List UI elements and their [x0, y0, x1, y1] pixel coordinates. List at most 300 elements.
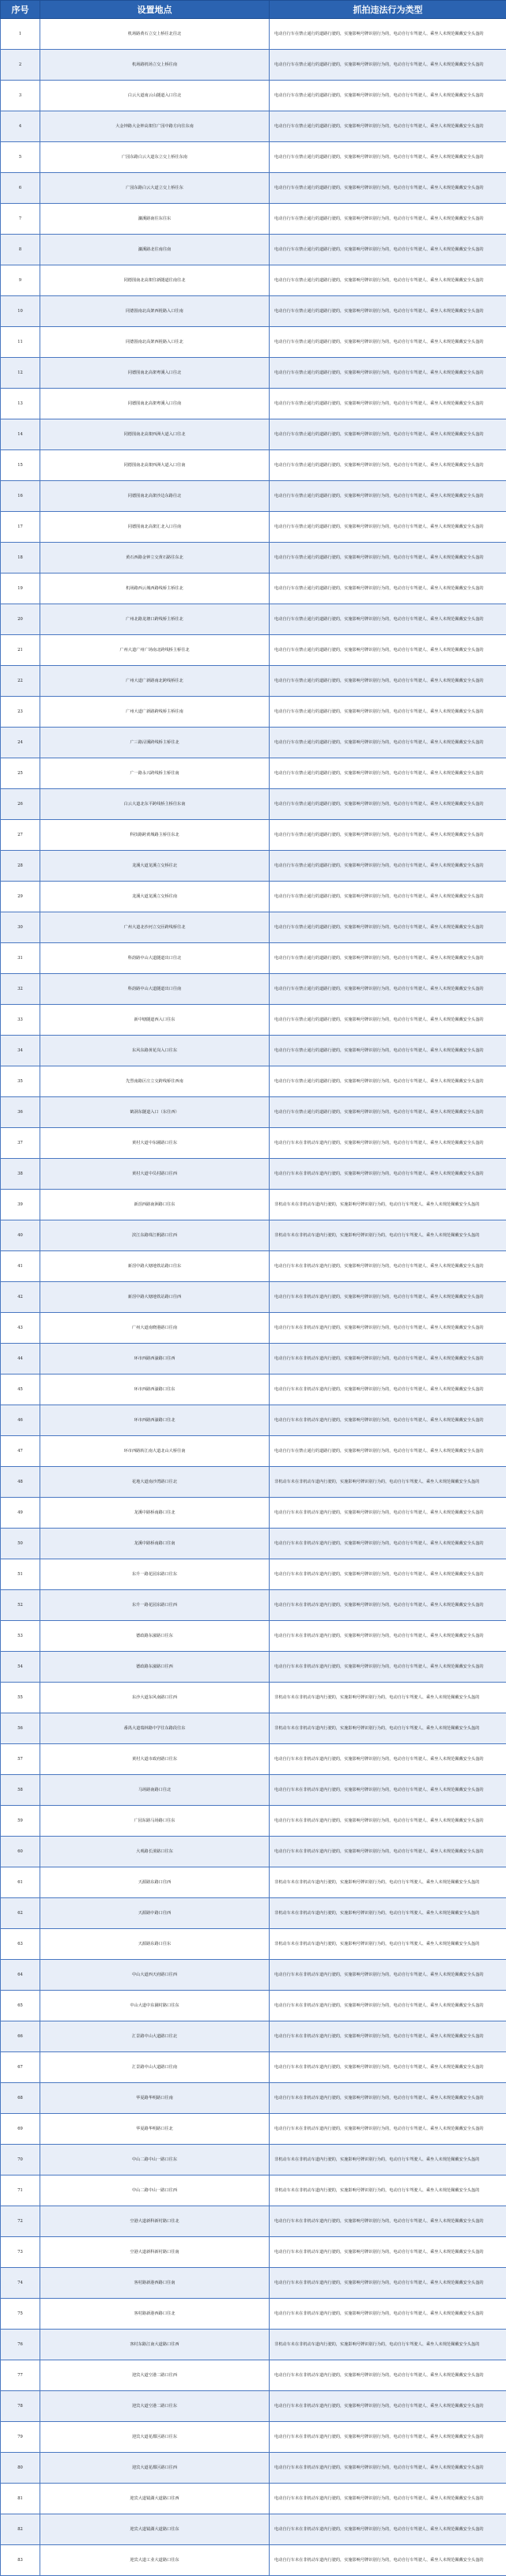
row-location: 龙溪大道龙溪立交桥往南 [40, 882, 270, 912]
row-number: 11 [1, 327, 40, 358]
row-violation-type: 电动自行车在禁止通行的道路行驶的，实施影响号牌识别行为的，电动自行车驾驶人、乘坐人未规范佩戴安全头盔的 [270, 1066, 506, 1097]
row-location: 机场路西云城西路线桥主桥往北 [40, 573, 270, 604]
row-location: 科韵路中山大道隧道出口往北 [40, 943, 270, 974]
row-number: 35 [1, 1066, 40, 1097]
row-violation-type: 电动自行车在禁止通行的道路行驶的，实施影响号牌识别行为的，电动自行车驾驶人、乘坐人未规范佩戴安全头盔的 [270, 543, 506, 573]
row-location: 天源路东路口往西 [40, 1867, 270, 1898]
row-number: 10 [1, 296, 40, 327]
row-violation-type: 电动自行车在禁止通行的道路行驶的，实施影响号牌识别行为的，电动自行车驾驶人、乘坐人未规范佩戴安全头盔的 [270, 882, 506, 912]
row-number: 17 [1, 512, 40, 543]
row-number: 6 [1, 173, 40, 204]
row-number: 58 [1, 1775, 40, 1806]
row-number: 34 [1, 1036, 40, 1066]
row-location: 广州大道北沙河立交匝跨线桥往北 [40, 912, 270, 943]
row-number: 36 [1, 1097, 40, 1128]
row-location: 黄村大道市政府路口往东 [40, 1744, 270, 1775]
row-location: 大金钟路大金钟高架往广园中路方向往东南 [40, 111, 270, 142]
table-row [1, 1282, 506, 1313]
row-number: 56 [1, 1713, 40, 1744]
row-violation-type: 电动自行车在禁止通行的道路行驶的，实施影响号牌识别行为的，电动自行车驾驶人、乘坐人未规范佩戴安全头盔的 [270, 1436, 506, 1467]
row-location: 马场路南路口往北 [40, 1775, 270, 1806]
row-location: 华夏路华明路口往南 [40, 2083, 270, 2114]
row-violation-type: 电动自行车未在非机动车道内行驶的，实施影响号牌识别行为的，电动自行车驾驶人、乘坐人未规范佩戴安全头盔的 [270, 1806, 506, 1837]
row-number: 69 [1, 2114, 40, 2145]
table-header-row [1, 1, 506, 19]
table-row [1, 81, 506, 111]
row-violation-type: 电动自行车未在非机动车道内行驶的，实施影响号牌识别行为的，电动自行车驾驶人、乘坐人未规范佩戴安全头盔的 [270, 1159, 506, 1190]
row-violation-type: 电动自行车在禁止通行的道路行驶的，实施影响号牌识别行为的，电动自行车驾驶人、乘坐人未规范佩戴安全头盔的 [270, 604, 506, 635]
table-row [1, 512, 506, 543]
table-row [1, 1960, 506, 1991]
table-row [1, 1374, 506, 1405]
table-row [1, 1559, 506, 1590]
row-location: 同德围南北高架粤溪入口往南 [40, 389, 270, 419]
row-violation-type: 电动自行车未在非机动车道内行驶的，实施影响号牌识别行为的，电动自行车驾驶人、乘坐人未规范佩戴安全头盔的 [270, 2114, 506, 2145]
row-location: 迎宾大道工业大道路口往东 [40, 2545, 270, 2576]
row-number: 41 [1, 1251, 40, 1282]
table-row [1, 2237, 506, 2268]
row-number: 83 [1, 2545, 40, 2576]
row-number: 55 [1, 1683, 40, 1713]
row-number: 61 [1, 1867, 40, 1898]
row-location: 同德围南北高架西洲大道入口往南 [40, 450, 270, 481]
row-violation-type: 电动自行车在禁止通行的道路行驶的，实施影响号牌识别行为的，电动自行车驾驶人、乘坐人未规范佩戴安全头盔的 [270, 358, 506, 389]
row-violation-type: 电动自行车未在非机动车道内行驶的，实施影响号牌识别行为的，电动自行车驾驶人、乘坐人未规范佩戴安全头盔的 [270, 1837, 506, 1867]
table-row [1, 481, 506, 512]
row-number: 18 [1, 543, 40, 573]
table-row [1, 1344, 506, 1374]
table-row [1, 1713, 506, 1744]
row-location: 黄村大道中员村路口往西 [40, 1159, 270, 1190]
header-location: 设置地点 [40, 1, 270, 19]
table-row [1, 1436, 506, 1467]
row-violation-type: 电动自行车未在非机动车道内行驶的，实施影响号牌识别行为的，电动自行车驾驶人、乘坐人未规范佩戴安全头盔的 [270, 2021, 506, 2052]
table-row [1, 450, 506, 481]
row-number: 9 [1, 265, 40, 296]
row-violation-type: 电动自行车未在非机动车道内行驶的，实施影响号牌识别行为的，电动自行车驾驶人、乘坐人未规范佩戴安全头盔的 [270, 2268, 506, 2299]
row-violation-type: 电动自行车在禁止通行的道路行驶的，实施影响号牌识别行为的，电动自行车驾驶人、乘坐人未规范佩戴安全头盔的 [270, 974, 506, 1005]
row-violation-type: 电动自行车在禁止通行的道路行驶的，实施影响号牌识别行为的，电动自行车驾驶人、乘坐人未规范佩戴安全头盔的 [270, 1097, 506, 1128]
row-violation-type: 电动自行车未在非机动车道内行驶的，实施影响号牌识别行为的，电动自行车驾驶人、乘坐人未规范佩戴安全头盔的 [270, 2237, 506, 2268]
row-violation-type: 电动自行车在禁止通行的道路行驶的，实施影响号牌识别行为的，电动自行车驾驶人、乘坐人未规范佩戴安全头盔的 [270, 173, 506, 204]
table-row [1, 728, 506, 758]
row-location: 广园东路白云大道立交上桥往东 [40, 173, 270, 204]
row-number: 79 [1, 2422, 40, 2453]
row-location: 新滘中路大塘地铁站路口往东 [40, 1251, 270, 1282]
row-violation-type: 电动自行车在禁止通行的道路行驶的，实施影响号牌识别行为的，电动自行车驾驶人、乘坐人未规范佩戴安全头盔的 [270, 666, 506, 697]
row-location: 客村路新港西路口往南 [40, 2268, 270, 2299]
row-number: 4 [1, 111, 40, 142]
row-number: 19 [1, 573, 40, 604]
row-violation-type: 电动自行车在禁止通行的道路行驶的，实施影响号牌识别行为的，电动自行车驾驶人、乘坐人未规范佩戴安全头盔的 [270, 635, 506, 666]
row-location: 天源路中路口往西 [40, 1898, 270, 1929]
table-row [1, 389, 506, 419]
table-row [1, 265, 506, 296]
table-row [1, 1837, 506, 1867]
row-violation-type: 电动自行车未在非机动车道内行驶的，实施影响号牌识别行为的，电动自行车驾驶人、乘坐人未规范佩戴安全头盔的 [270, 1498, 506, 1529]
row-number: 62 [1, 1898, 40, 1929]
row-location: 科技路跨黄城路主桥往东北 [40, 820, 270, 851]
row-location: 科韵路中山大道隧道出口往南 [40, 974, 270, 1005]
table-row [1, 666, 506, 697]
row-violation-type: 电动自行车未在非机动车道内行驶的，实施影响号牌识别行为的，电动自行车驾驶人、乘坐人未规范佩戴安全头盔的 [270, 1621, 506, 1652]
row-location: 新滘西路南洲路口往东 [40, 1190, 270, 1220]
row-location: 迎宾大道镜湖大道路口往西 [40, 2484, 270, 2514]
row-violation-type: 电动自行车未在非机动车道内行驶的，实施影响号牌识别行为的，电动自行车驾驶人、乘坐人未规范佩戴安全头盔的 [270, 2391, 506, 2422]
row-violation-type: 电动自行车在禁止通行的道路行驶的，实施影响号牌识别行为的，电动自行车驾驶人、乘坐人未规范佩戴安全头盔的 [270, 389, 506, 419]
row-number: 53 [1, 1621, 40, 1652]
row-location: 德政路东濠路口往东 [40, 1621, 270, 1652]
row-location: 龙溪大道龙溪立交桥往北 [40, 851, 270, 882]
row-violation-type: 非机动车未在非机动车道内行驶的，实施影响号牌识别行为的，电动自行车驾驶人、乘坐人未规范佩戴安全头盔的 [270, 1929, 506, 1960]
row-location: 中山大道西天府路口往西 [40, 1960, 270, 1991]
row-location: 大观路长湴路口往东 [40, 1837, 270, 1867]
table-row [1, 2083, 506, 2114]
table-row [1, 851, 506, 882]
row-location: 迎宾大道空港二路口往东 [40, 2391, 270, 2422]
row-number: 21 [1, 635, 40, 666]
row-number: 57 [1, 1744, 40, 1775]
table-row [1, 1652, 506, 1683]
table-row [1, 327, 506, 358]
row-location: 环市西路西濠路口往北 [40, 1405, 270, 1436]
table-row [1, 2545, 506, 2576]
row-violation-type: 电动自行车在禁止通行的道路行驶的，实施影响号牌识别行为的，电动自行车驾驶人、乘坐人未规范佩戴安全头盔的 [270, 111, 506, 142]
row-violation-type: 电动自行车在禁止通行的道路行驶的，实施影响号牌识别行为的，电动自行车驾驶人、乘坐人未规范佩戴安全头盔的 [270, 912, 506, 943]
row-location: 中山二路中山一路口往东 [40, 2145, 270, 2175]
row-number: 59 [1, 1806, 40, 1837]
row-number: 2 [1, 50, 40, 81]
row-violation-type: 电动自行车未在非机动车道内行驶的，实施影响号牌识别行为的，电动自行车驾驶人、乘坐人未规范佩戴安全头盔的 [270, 1251, 506, 1282]
row-location: 中山二路中山一路口往西 [40, 2175, 270, 2206]
row-number: 75 [1, 2299, 40, 2330]
row-number: 54 [1, 1652, 40, 1683]
row-location: 黄石西路金钟立交黄石路往东北 [40, 543, 270, 573]
row-number: 38 [1, 1159, 40, 1190]
table-row [1, 2484, 506, 2514]
row-number: 80 [1, 2453, 40, 2484]
table-row [1, 2391, 506, 2422]
table-row [1, 1590, 506, 1621]
row-location: 广一路永兴跨线桥主桥往南 [40, 758, 270, 789]
row-location: 广州北路龙塘口跨线桥主桥往北 [40, 604, 270, 635]
row-violation-type: 电动自行车未在非机动车道内行驶的，实施影响号牌识别行为的，电动自行车驾驶人、乘坐人未规范佩戴安全头盔的 [270, 1744, 506, 1775]
row-violation-type: 电动自行车在禁止通行的道路行驶的，实施影响号牌识别行为的，电动自行车驾驶人、乘坐人未规范佩戴安全头盔的 [270, 1005, 506, 1036]
row-number: 1 [1, 19, 40, 50]
row-location: 滨江东路珠江帆路口往西 [40, 1220, 270, 1251]
row-violation-type: 电动自行车在禁止通行的道路行驶的，实施影响号牌识别行为的，电动自行车驾驶人、乘坐人未规范佩戴安全头盔的 [270, 728, 506, 758]
row-location: 新中塘隧道西入口往东 [40, 1005, 270, 1036]
row-number: 72 [1, 2206, 40, 2237]
row-location: 东风东路黄花岗入口往东 [40, 1036, 270, 1066]
row-violation-type: 电动自行车未在非机动车道内行驶的，实施影响号牌识别行为的，电动自行车驾驶人、乘坐人未规范佩戴安全头盔的 [270, 2484, 506, 2514]
table-row [1, 2360, 506, 2391]
row-location: 迎宾大道空港二路口往西 [40, 2360, 270, 2391]
row-number: 71 [1, 2175, 40, 2206]
table-row [1, 2175, 506, 2206]
table-row [1, 2145, 506, 2175]
row-violation-type: 非机动车未在非机动车道内行驶的，实施影响号牌识别行为的，电动自行车驾驶人、乘坐人未规范佩戴安全头盔的 [270, 2145, 506, 2175]
table-row [1, 758, 506, 789]
row-number: 5 [1, 142, 40, 173]
table-row [1, 1529, 506, 1559]
row-violation-type: 电动自行车在禁止通行的道路行驶的，实施影响号牌识别行为的，电动自行车驾驶人、乘坐人未规范佩戴安全头盔的 [270, 789, 506, 820]
row-location: 龙溪中路桥南路口往南 [40, 1529, 270, 1559]
row-violation-type: 电动自行车未在非机动车道内行驶的，实施影响号牌识别行为的，电动自行车驾驶人、乘坐人未规范佩戴安全头盔的 [270, 1529, 506, 1559]
row-violation-type: 电动自行车在禁止通行的道路行驶的，实施影响号牌识别行为的，电动自行车驾驶人、乘坐人未规范佩戴安全头盔的 [270, 851, 506, 882]
row-violation-type: 电动自行车在禁止通行的道路行驶的，实施影响号牌识别行为的，电动自行车驾驶人、乘坐人未规范佩戴安全头盔的 [270, 19, 506, 50]
row-number: 63 [1, 1929, 40, 1960]
row-violation-type: 电动自行车未在非机动车道内行驶的，实施影响号牌识别行为的，电动自行车驾驶人、乘坐人未规范佩戴安全头盔的 [270, 1374, 506, 1405]
row-number: 26 [1, 789, 40, 820]
row-location: 东升一路花园东路口往西 [40, 1590, 270, 1621]
table-row [1, 1190, 506, 1220]
row-violation-type: 电动自行车在禁止通行的道路行驶的，实施影响号牌识别行为的，电动自行车驾驶人、乘坐人未规范佩戴安全头盔的 [270, 1036, 506, 1066]
row-number: 48 [1, 1467, 40, 1498]
row-violation-type: 电动自行车在禁止通行的道路行驶的，实施影响号牌识别行为的，电动自行车驾驶人、乘坐人未规范佩戴安全头盔的 [270, 481, 506, 512]
row-violation-type: 电动自行车未在非机动车道内行驶的，实施影响号牌识别行为的，电动自行车驾驶人、乘坐人未规范佩戴安全头盔的 [270, 1775, 506, 1806]
row-number: 30 [1, 912, 40, 943]
table-row [1, 1036, 506, 1066]
row-location: 花地大道南沙湾路口往北 [40, 1467, 270, 1498]
row-location: 同德围南北高架沙边东路往北 [40, 481, 270, 512]
row-location: 机场路机场立交上桥往南 [40, 50, 270, 81]
table-body [1, 19, 506, 2576]
table-row [1, 1467, 506, 1498]
table-row [1, 1775, 506, 1806]
table-row [1, 1683, 506, 1713]
row-violation-type: 非机动车未在非机动车道内行驶的，实施影响号牌识别行为的，电动自行车驾驶人、乘坐人未规范佩戴安全头盔的 [270, 1713, 506, 1744]
row-number: 43 [1, 1313, 40, 1344]
row-location: 龙溪中路桥南路口往北 [40, 1498, 270, 1529]
row-violation-type: 电动自行车在禁止通行的道路行驶的，实施影响号牌识别行为的，电动自行车驾驶人、乘坐人未规范佩戴安全头盔的 [270, 327, 506, 358]
row-location: 新滘中路大塘地铁站路口往西 [40, 1282, 270, 1313]
row-violation-type: 电动自行车未在非机动车道内行驶的，实施影响号牌识别行为的，电动自行车驾驶人、乘坐人未规范佩戴安全头盔的 [270, 1344, 506, 1374]
table-row [1, 1066, 506, 1097]
row-violation-type: 电动自行车在禁止通行的道路行驶的，实施影响号牌识别行为的，电动自行车驾驶人、乘坐人未规范佩戴安全头盔的 [270, 943, 506, 974]
table-row [1, 2268, 506, 2299]
row-violation-type: 电动自行车未在非机动车道内行驶的，实施影响号牌识别行为的，电动自行车驾驶人、乘坐人未规范佩戴安全头盔的 [270, 2453, 506, 2484]
row-location: 空港大道新科新村路口往北 [40, 2206, 270, 2237]
row-violation-type: 电动自行车未在非机动车道内行驶的，实施影响号牌识别行为的，电动自行车驾驶人、乘坐人未规范佩戴安全头盔的 [270, 1405, 506, 1436]
row-number: 51 [1, 1559, 40, 1590]
row-violation-type: 电动自行车未在非机动车道内行驶的，实施影响号牌识别行为的，电动自行车驾驶人、乘坐人未规范佩戴安全头盔的 [270, 2545, 506, 2576]
table-row [1, 1251, 506, 1282]
row-number: 32 [1, 974, 40, 1005]
table-row [1, 912, 506, 943]
row-location: 黄村大道中东圃路口往东 [40, 1128, 270, 1159]
row-number: 45 [1, 1374, 40, 1405]
row-violation-type: 电动自行车在禁止通行的道路行驶的，实施影响号牌识别行为的，电动自行车驾驶人、乘坐人未规范佩戴安全头盔的 [270, 697, 506, 728]
row-violation-type: 非机动车未在非机动车道内行驶的，实施影响号牌识别行为的，电动自行车驾驶人、乘坐人未规范佩戴安全头盔的 [270, 1190, 506, 1220]
header-violation-type: 抓拍违法行为类型 [270, 1, 506, 19]
row-location: 鹤洞东隧道入口（东往西） [40, 1097, 270, 1128]
table-row [1, 1621, 506, 1652]
row-violation-type: 电动自行车在禁止通行的道路行驶的，实施影响号牌识别行为的，电动自行车驾驶人、乘坐人未规范佩戴安全头盔的 [270, 142, 506, 173]
row-violation-type: 电动自行车未在非机动车道内行驶的，实施影响号牌识别行为的，电动自行车驾驶人、乘坐人未规范佩戴安全头盔的 [270, 2206, 506, 2237]
table-row [1, 882, 506, 912]
table-row [1, 2299, 506, 2330]
row-location: 空港大道新科新村路口往南 [40, 2237, 270, 2268]
row-number: 73 [1, 2237, 40, 2268]
row-violation-type: 非机动车未在非机动车道内行驶的，实施影响号牌识别行为的，电动自行车驾驶人、乘坐人未规范佩戴安全头盔的 [270, 2175, 506, 2206]
table-row [1, 974, 506, 1005]
table-row [1, 573, 506, 604]
row-number: 39 [1, 1190, 40, 1220]
row-location: 同德围南北高架西槎路入口往南 [40, 296, 270, 327]
row-location: 同德围南北高架粤溪入口往北 [40, 358, 270, 389]
row-violation-type: 电动自行车未在非机动车道内行驶的，实施影响号牌识别行为的，电动自行车驾驶人、乘坐人未规范佩戴安全头盔的 [270, 2514, 506, 2545]
row-violation-type: 电动自行车在禁止通行的道路行驶的，实施影响号牌识别行为的，电动自行车驾驶人、乘坐人未规范佩戴安全头盔的 [270, 81, 506, 111]
row-number: 67 [1, 2052, 40, 2083]
row-number: 49 [1, 1498, 40, 1529]
table-row [1, 943, 506, 974]
row-number: 52 [1, 1590, 40, 1621]
row-number: 23 [1, 697, 40, 728]
table-row [1, 604, 506, 635]
table-row [1, 2514, 506, 2545]
row-location: 广州大道南晓港路口往南 [40, 1313, 270, 1344]
row-violation-type: 电动自行车未在非机动车道内行驶的，实施影响号牌识别行为的，电动自行车驾驶人、乘坐人未规范佩戴安全头盔的 [270, 2052, 506, 2083]
row-number: 3 [1, 81, 40, 111]
row-location: 天源路东路口往东 [40, 1929, 270, 1960]
row-location: 广州大道广州广场南北跨线桥主桥往北 [40, 635, 270, 666]
row-number: 40 [1, 1220, 40, 1251]
header-number: 序号 [1, 1, 40, 19]
row-location: 机场路黄石立交上桥往北往北 [40, 19, 270, 50]
table-row [1, 204, 506, 235]
row-location: 华夏路华明路口往北 [40, 2114, 270, 2145]
row-number: 78 [1, 2391, 40, 2422]
row-number: 60 [1, 1837, 40, 1867]
row-number: 37 [1, 1128, 40, 1159]
table-row [1, 1898, 506, 1929]
row-violation-type: 电动自行车在禁止通行的道路行驶的，实施影响号牌识别行为的，电动自行车驾驶人、乘坐人未规范佩戴安全头盔的 [270, 758, 506, 789]
row-number: 24 [1, 728, 40, 758]
row-number: 15 [1, 450, 40, 481]
row-violation-type: 电动自行车在禁止通行的道路行驶的，实施影响号牌识别行为的，电动自行车驾驶人、乘坐人未规范佩戴安全头盔的 [270, 820, 506, 851]
row-location: 德政路东濠路口往西 [40, 1652, 270, 1683]
row-location: 同德围南北高架西槎路入口往北 [40, 327, 270, 358]
table-row [1, 296, 506, 327]
table-row [1, 19, 506, 50]
table-row [1, 1498, 506, 1529]
table-row [1, 1159, 506, 1190]
row-violation-type: 电动自行车未在非机动车道内行驶的，实施影响号牌识别行为的，电动自行车驾驶人、乘坐人未规范佩戴安全头盔的 [270, 1128, 506, 1159]
row-violation-type: 电动自行车在禁止通行的道路行驶的，实施影响号牌识别行为的，电动自行车驾驶人、乘坐人未规范佩戴安全头盔的 [270, 50, 506, 81]
table-row [1, 2330, 506, 2360]
table-row [1, 1744, 506, 1775]
table-row [1, 2052, 506, 2083]
table-row [1, 1929, 506, 1960]
row-violation-type: 电动自行车未在非机动车道内行驶的，实施影响号牌识别行为的，电动自行车驾驶人、乘坐人未规范佩戴安全头盔的 [270, 1590, 506, 1621]
table-row [1, 1005, 506, 1036]
row-violation-type: 电动自行车在禁止通行的道路行驶的，实施影响号牌识别行为的，电动自行车驾驶人、乘坐人未规范佩戴安全头盔的 [270, 573, 506, 604]
row-location: 中山大道中东圃村路口往东 [40, 1991, 270, 2021]
row-number: 29 [1, 882, 40, 912]
row-number: 13 [1, 389, 40, 419]
row-location: 白云大道北东平跨线桥主桥往东南 [40, 789, 270, 820]
row-violation-type: 电动自行车在禁止通行的道路行驶的，实施影响号牌识别行为的，电动自行车驾驶人、乘坐人未规范佩戴安全头盔的 [270, 450, 506, 481]
row-location: 同德围南北高架西洲大道入口往北 [40, 419, 270, 450]
table-row [1, 2453, 506, 2484]
row-violation-type: 电动自行车未在非机动车道内行驶的，实施影响号牌识别行为的，电动自行车驾驶人、乘坐人未规范佩戴安全头盔的 [270, 2083, 506, 2114]
row-location: 环市西路西濠路口往西 [40, 1344, 270, 1374]
row-number: 76 [1, 2330, 40, 2360]
row-violation-type: 非机动车未在非机动车道内行驶的，实施影响号牌识别行为的，电动自行车驾驶人、乘坐人未规范佩戴安全头盔的 [270, 2330, 506, 2360]
table-row [1, 2114, 506, 2145]
table-row [1, 2422, 506, 2453]
table-row [1, 1991, 506, 2021]
row-number: 42 [1, 1282, 40, 1313]
row-number: 44 [1, 1344, 40, 1374]
row-violation-type: 电动自行车未在非机动车道内行驶的，实施影响号牌识别行为的，电动自行车驾驶人、乘坐人未规范佩戴安全头盔的 [270, 1559, 506, 1590]
table-row [1, 142, 506, 173]
row-violation-type: 电动自行车未在非机动车道内行驶的，实施影响号牌识别行为的，电动自行车驾驶人、乘坐人未规范佩戴安全头盔的 [270, 1313, 506, 1344]
row-violation-type: 电动自行车未在非机动车道内行驶的，实施影响号牌识别行为的，电动自行车驾驶人、乘坐人未规范佩戴安全头盔的 [270, 1960, 506, 1991]
row-violation-type: 电动自行车在禁止通行的道路行驶的，实施影响号牌识别行为的，电动自行车驾驶人、乘坐人未规范佩戴安全头盔的 [270, 265, 506, 296]
table-row [1, 358, 506, 389]
row-violation-type: 非机动车未在非机动车道内行驶的，实施影响号牌识别行为的，电动自行车驾驶人、乘坐人未规范佩戴安全头盔的 [270, 1683, 506, 1713]
row-location: 广三路浔溪跨线桥主桥往北 [40, 728, 270, 758]
row-violation-type: 电动自行车未在非机动车道内行驶的，实施影响号牌识别行为的，电动自行车驾驶人、乘坐人未规范佩戴安全头盔的 [270, 2422, 506, 2453]
row-location: 广州大道广新路南北跨线桥往北 [40, 666, 270, 697]
row-location: 环市西路转江南大道北山大桥往南 [40, 1436, 270, 1467]
row-location: 濂溪路南往东往东 [40, 204, 270, 235]
row-location: 番禺大道瑞林路中学往东路段往东 [40, 1713, 270, 1744]
row-violation-type: 电动自行车在禁止通行的道路行驶的，实施影响号牌识别行为的，电动自行车驾驶人、乘坐人未规范佩戴安全头盔的 [270, 419, 506, 450]
table-row [1, 1867, 506, 1898]
row-location: 广州大道广新路跨线桥主桥往南 [40, 697, 270, 728]
row-location: 先烈南路区庄立交跨线桥往西南 [40, 1066, 270, 1097]
row-location: 广园东路白云大道东立交上桥往东南 [40, 142, 270, 173]
row-number: 47 [1, 1436, 40, 1467]
row-location: 迎宾大道镜湖大道路口往东 [40, 2514, 270, 2545]
row-location: 汇景路中山大道路口往北 [40, 2021, 270, 2052]
table-row [1, 1220, 506, 1251]
row-violation-type: 非机动车未在非机动车道内行驶的，实施影响号牌识别行为的，电动自行车驾驶人、乘坐人未规范佩戴安全头盔的 [270, 1220, 506, 1251]
row-location: 白云大道南云山隧道入口往北 [40, 81, 270, 111]
row-violation-type: 电动自行车未在非机动车道内行驶的，实施影响号牌识别行为的，电动自行车驾驶人、乘坐人未规范佩戴安全头盔的 [270, 1282, 506, 1313]
row-violation-type: 非机动车未在非机动车道内行驶的，实施影响号牌识别行为的，电动自行车驾驶人、乘坐人未规范佩戴安全头盔的 [270, 1467, 506, 1498]
row-number: 16 [1, 481, 40, 512]
row-number: 12 [1, 358, 40, 389]
row-location: 同德围南北高架往新隧道往南往北 [40, 265, 270, 296]
row-number: 20 [1, 604, 40, 635]
row-number: 81 [1, 2484, 40, 2514]
row-number: 66 [1, 2021, 40, 2052]
row-number: 64 [1, 1960, 40, 1991]
row-number: 8 [1, 235, 40, 265]
table-row [1, 2021, 506, 2052]
row-violation-type: 电动自行车在禁止通行的道路行驶的，实施影响号牌识别行为的，电动自行车驾驶人、乘坐人未规范佩戴安全头盔的 [270, 204, 506, 235]
row-location: 迎宾大道花都区路口往东 [40, 2422, 270, 2453]
row-violation-type: 电动自行车未在非机动车道内行驶的，实施影响号牌识别行为的，电动自行车驾驶人、乘坐人未规范佩戴安全头盔的 [270, 2299, 506, 2330]
table-row [1, 1313, 506, 1344]
table-row [1, 50, 506, 81]
row-location: 同德围南北高架汇北入口往南 [40, 512, 270, 543]
row-number: 46 [1, 1405, 40, 1436]
table-row [1, 697, 506, 728]
row-violation-type: 电动自行车在禁止通行的道路行驶的，实施影响号牌识别行为的，电动自行车驾驶人、乘坐人未规范佩戴安全头盔的 [270, 235, 506, 265]
row-violation-type: 电动自行车未在非机动车道内行驶的，实施影响号牌识别行为的，电动自行车驾驶人、乘坐人未规范佩戴安全头盔的 [270, 2360, 506, 2391]
table-row [1, 235, 506, 265]
row-number: 65 [1, 1991, 40, 2021]
row-number: 28 [1, 851, 40, 882]
table-row [1, 2206, 506, 2237]
row-location: 濂溪路北往南往南 [40, 235, 270, 265]
row-violation-type: 电动自行车未在非机动车道内行驶的，实施影响号牌识别行为的，电动自行车驾驶人、乘坐人未规范佩戴安全头盔的 [270, 1991, 506, 2021]
